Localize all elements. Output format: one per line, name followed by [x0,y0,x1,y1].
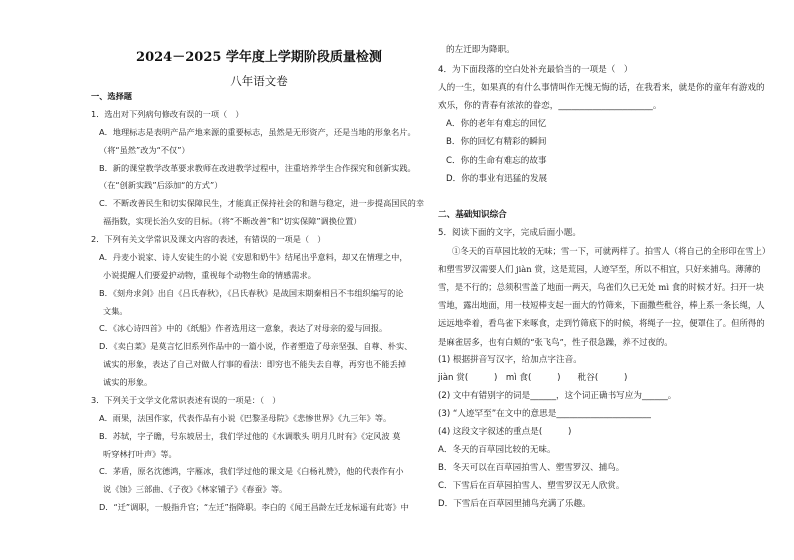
passage-line: 是麻雀居多，也有白颊的“张飞鸟”，性子很急躁，养不过夜的。 [438,336,673,347]
left-column [91,88,429,517]
question-stem: 5．阅读下面的文字，完成后面小题。 [438,227,581,238]
option-line: B．你的回忆有精彩的瞬间 [446,137,547,148]
option-line: 小说提醒人们要爱护动物，重视每个动物生命的情感需求。 [103,269,316,280]
option-line: D．“迁”调职，一般指升官；“左迁”指降职。李白的《闻王昌龄左迁龙标遥有此寄》中 [99,502,409,513]
option-line: 诚实的形象。 [103,377,153,387]
option-line: B．冬天可以在百草园拍雪人、塑雪罗汉、捕鸟。 [438,463,625,474]
question-stem: 2．下列有关文学常识及课文内容的表述，有错误的一项是（ ） [91,234,326,244]
option-line: A．地理标志是表明产品产地来源的重要标志，虽然是无形资产，还是当地的形象名片。 [99,126,416,137]
question-text: 人的一生，如果真的有什么事情叫作无愧无悔的话，在我看来，就是你的童年有游戏的 [438,83,765,94]
question-stem: 3．下列关于文学文化常识表述有误的一项是：（ ） [91,394,281,405]
option-line: A．你的老年有难忘的回忆 [446,119,547,130]
option-line: D．你的事业有迅猛的发展 [446,173,548,184]
subquestion-1-prompt: (1) 根据拼音写汉字，给加点字注音。 [438,354,582,365]
option-line: （在“创新实践”后添加“的方式”） [99,180,223,191]
section-heading: 一、选择题 [91,91,132,101]
section-heading: 二、基础知识综合 [438,209,507,220]
option-line: D．下雪后在百草园里捕鸟充满了乐趣。 [438,499,591,510]
option-line: 的左迁即为降职。 [446,45,515,55]
option-line: A．丹麦小说家、诗人安徒生的小说《安恩和奶牛》结尾出乎意料，却又在情理之中， [99,251,408,262]
option-line: C．不断改善民生和切实保障民生，才能真正保持社会的和谐与稳定，进一步提高国民的幸 [99,198,425,209]
option-line: 诚实的形象，表达了自己对做人行事的看法：即穷也不能失去自尊，再穷也不能丢掉 [103,359,406,370]
section-spacer [438,188,778,206]
option-line: （将“虽然”改为“不仅”） [99,144,190,155]
option-line: B．《刻舟求剑》出自《吕氏春秋》，《吕氏春秋》是战国末期秦相吕不韦组织编写的论 [99,287,404,298]
option-line: D．《卖白菜》是莫言忆旧系列作品中的一篇小说，作者塑造了母亲坚强、自尊、朴实、 [99,341,413,352]
subquestion-3: (3) “人迹罕至”在文中的意思是______________________ [438,408,651,419]
option-line: C．茅盾，原名沈德鸿，字雁冰，我们学过他的课文是《白杨礼赞》，他的代表作有小 [99,466,404,477]
question-text: 欢乐，你的青春有浓浓的眷恋，______________________。 [438,101,662,112]
option-line: B．新的课堂教学改革要求教师在改进教学过程中，注重培养学生合作探究和创新实践。 [99,162,416,173]
passage-line: 远远地牵着，看鸟雀下来啄食，走到竹筛底下的时候，将绳子一拉，便罩住了。但所得的 [438,318,765,329]
passage-line: 雪地，露出地面，用一枝短棒支起一面大的竹筛来，下面撒些秕谷，棒上系一条长绳，人 [438,300,765,311]
option-line: C．下雪后在百草园拍雪人、塑雪罗汉无人欣赏。 [438,481,625,492]
page-subtitle: 八年语文卷 [230,74,288,88]
option-line: 说《蚀》三部曲、《子夜》《林家铺子》《春蚕》等。 [103,484,288,495]
question-stem: 1．选出对下列病句修改有误的一项（ ） [91,108,244,119]
subquestion-1-blanks: jiàn 赏( ) mì 食( ) 秕谷( ) [438,372,628,383]
option-line: B．苏轼，字子瞻，号东坡居士，我们学过他的《水调歌头 明月几时有》《定风波 莫 [99,430,401,441]
option-line: C．《冰心诗四首》中的《纸船》作者选用这一意象，表达了对母亲的爱与回报。 [99,323,388,334]
option-line: 福指数，实现长治久安的目标。（将“不断改善”和“切实保障”调换位置） [103,216,362,227]
option-line: A．冬天的百草园比较的无味。 [438,445,556,456]
option-line: 文集。 [103,305,128,316]
right-column [438,41,778,513]
option-line: A．雨果，法国作家，代表作品有小说《巴黎圣母院》《悲惨世界》《九三年》等。 [99,412,392,423]
subquestion-4-stem: (4) 这段文字叙述的重点是( ) [438,426,572,437]
option-line: C．你的生命有难忘的故事 [446,155,547,166]
option-line: 听穿林打叶声》等。 [103,448,177,459]
passage-line: ①冬天的百草园比较的无味；雪一下，可就两样了。拍雪人（将自己的全形印在雪上） [452,246,771,257]
passage-line: 雪，是不行的；总须积雪盖了地面一两天，鸟雀们久已无处 mì 食的时候才好。扫开一块 [438,282,764,293]
question-stem: 4．为下面段落的空白处补充最恰当的一项是（ ） [438,65,633,76]
passage-line: 和塑雪罗汉需要人们 jiàn 赏，这是荒园，人迹罕至，所以不相宜，只好来捕鸟。薄薄的 [438,264,761,275]
subquestion-2: (2) 文中有错别字的词是______，这个词正确书写应为______。 [438,390,677,401]
page-title: 2024－2025 学年度上学期阶段质量检测 [136,50,382,65]
